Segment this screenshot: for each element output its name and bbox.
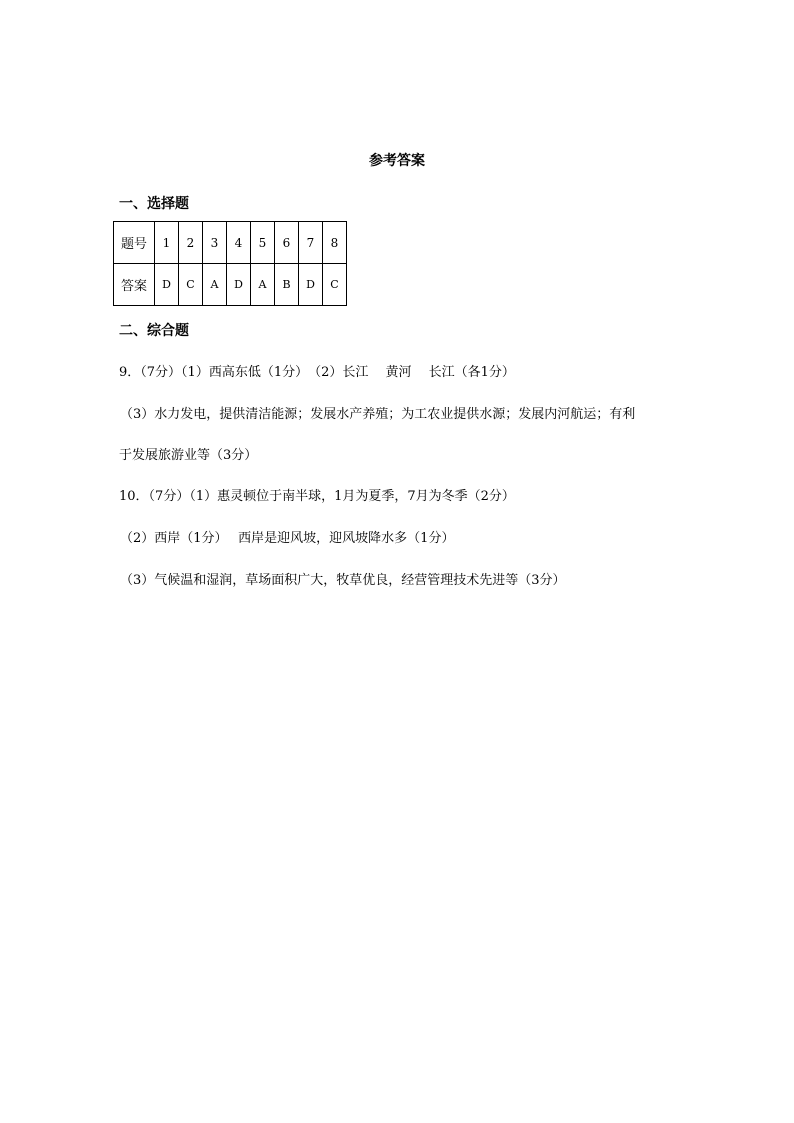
question-number: 6 [275,222,299,264]
section-heading-choice: 一、选择题 [119,196,189,212]
answer-cell: C [179,264,203,306]
section-heading-comprehensive: 二、综合题 [119,323,189,339]
answer-table [113,221,347,306]
answer-line-9-3: （3）水力发电，提供清洁能源；发展水产养殖；为工农业提供水源；发展内河航运；有利 [120,407,636,422]
answer-row [114,264,347,306]
answer-line-10-2: （2）西岸（1分） 西岸是迎风坡，迎风坡降水多（1分） [120,531,455,546]
answer-cell: D [227,264,251,306]
answer-line-9-1: 9．（7分）（1）西高东低（1分） （2）长江 黄河 长江（各1分） [119,365,515,380]
answer-cell: C [323,264,347,306]
answer-cell: B [275,264,299,306]
question-number: 1 [155,222,179,264]
question-number: 5 [251,222,275,264]
row-label-answer: 答案 [114,264,155,306]
page-title: 参考答案 [369,153,425,169]
answer-cell: A [203,264,227,306]
answer-cell: D [155,264,179,306]
question-number: 4 [227,222,251,264]
answer-cell: A [251,264,275,306]
answer-line-10-3: （3）气候温和湿润，草场面积广大，牧草优良，经营管理技术先进等（3分） [120,573,566,588]
question-number: 3 [203,222,227,264]
answer-cell: D [299,264,323,306]
row-label-question: 题号 [114,222,155,264]
question-number: 8 [323,222,347,264]
answer-line-9-3-cont: 于发展旅游业等（3分） [119,448,258,463]
question-number-row [114,222,347,264]
question-number: 2 [179,222,203,264]
question-number: 7 [299,222,323,264]
answer-line-10-1: 10．（7分）（1）惠灵顿位于南半球，1月为夏季，7月为冬季（2分） [119,489,515,504]
